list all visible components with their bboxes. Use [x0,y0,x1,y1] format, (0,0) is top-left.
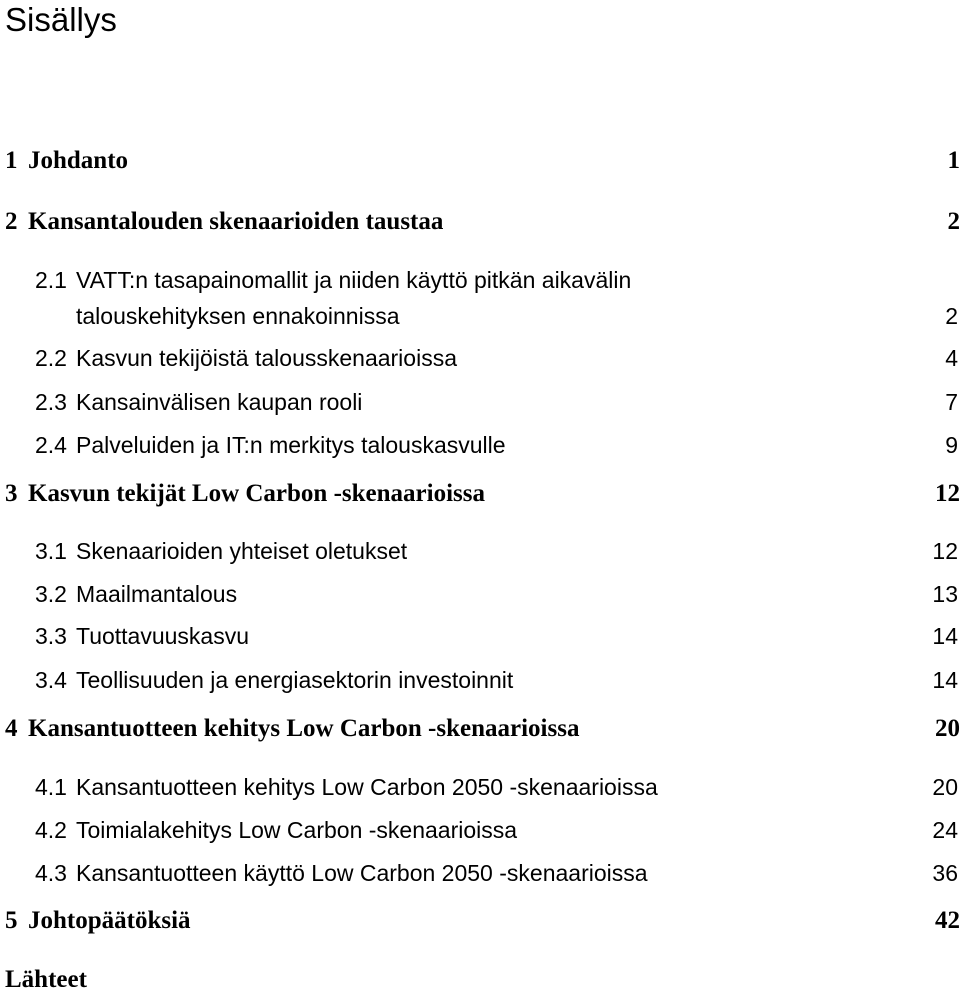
toc-entry-page: 1 [947,147,960,174]
toc-entry-1[interactable] [0,145,960,179]
toc-entry-title: Kansantalouden skenaarioiden taustaa [28,208,444,235]
toc-entry-title: VATT:n tasapainomallit ja niiden käyttö pitkän aikavälin [76,267,632,293]
toc-entry-title: Tuottavuuskasvu [76,623,250,649]
toc-entry-page: 13 [932,581,958,607]
toc-entry-4-3[interactable] [0,857,960,891]
toc-entry-page: 20 [932,774,958,800]
toc-entry-page: 9 [945,432,958,458]
toc-entry-title: Kansantuotteen käyttö Low Carbon 2050 -skenaarioissa [76,860,648,886]
toc-entry-5[interactable] [0,905,960,939]
toc-entry-title: Kansainvälisen kaupan rooli [76,389,363,415]
toc-entry-number: 3.2 [35,581,67,607]
toc-entry-title: Johtopäätöksiä [28,907,191,934]
toc-entry-number: 4.3 [35,860,67,886]
toc-entry-2-2[interactable] [0,342,960,376]
toc-entry-page: 42 [935,907,960,934]
toc-entry-3-1[interactable] [0,535,960,569]
toc-entry-number: 4.2 [35,817,67,843]
toc-entry-title: Maailmantalous [76,581,238,607]
toc-entry-page: 14 [932,623,958,649]
toc-entry-title: Teollisuuden ja energiasektorin investoinnit [76,667,514,693]
toc-entry-page: 20 [935,715,960,742]
toc-entry-title: Toimialakehitys Low Carbon -skenaarioissa [76,817,518,843]
toc-entry-number: 3 [5,480,18,507]
toc-entry-page: 7 [945,389,958,415]
toc-entry-4-1[interactable] [0,771,960,805]
toc-entry-title: Palveluiden ja IT:n merkitys talouskasvulle [76,432,506,458]
page-title: Sisällys [5,1,117,38]
toc-entry-3-4[interactable] [0,664,960,698]
toc-entry-number: 4 [5,715,18,742]
toc-entry-number: 2.4 [35,432,67,458]
toc-entry-2-1[interactable] [0,264,960,298]
toc-entry-page: 12 [932,538,958,564]
toc-entry-2[interactable] [0,206,960,240]
toc-entry-number: 5 [5,907,18,934]
toc-entry-4[interactable] [0,713,960,747]
toc-entry-page: 24 [932,817,958,843]
toc-entry-number: 3.1 [35,538,67,564]
toc-entry-title: Kasvun tekijät Low Carbon -skenaarioissa [28,480,485,507]
toc-entry-number: 2.1 [35,267,67,293]
toc-entry-page: 36 [932,860,958,886]
toc-entry-number: 3.4 [35,667,67,693]
toc-entry-4-2[interactable] [0,814,960,848]
toc-entry-2-4[interactable] [0,429,960,463]
toc-entry-3-2[interactable] [0,578,960,612]
toc-entry-title-continued: talouskehityksen ennakoinnissa [76,303,400,329]
toc-entry-number: 2 [5,208,18,235]
toc-entry-page: 2 [947,208,960,235]
toc-entry-page: 2 [945,303,958,329]
toc-entry-title: Johdanto [28,147,129,174]
toc-entry-references[interactable]: Lähteet [5,966,87,993]
toc-entry-title: Kansantuotteen kehitys Low Carbon -skenaarioissa [28,715,580,742]
toc-entry-2-3[interactable] [0,386,960,420]
toc-entry-page: 14 [932,667,958,693]
toc-entry-number: 4.1 [35,774,67,800]
toc-entry-number: 2.3 [35,389,67,415]
toc-entry-3[interactable] [0,478,960,512]
toc-entry-title: Kasvun tekijöistä talousskenaarioissa [76,345,457,371]
toc-entry-number: 1 [5,147,18,174]
toc-entry-2-1-continued[interactable] [0,300,960,334]
toc-entry-title: Skenaarioiden yhteiset oletukset [76,538,408,564]
toc-entry-number: 3.3 [35,623,67,649]
toc-entry-page: 4 [945,345,958,371]
toc-entry-number: 2.2 [35,345,67,371]
toc-entry-3-3[interactable] [0,620,960,654]
toc-entry-title: Kansantuotteen kehitys Low Carbon 2050 -skenaarioissa [76,774,658,800]
toc-entry-page: 12 [935,480,960,507]
